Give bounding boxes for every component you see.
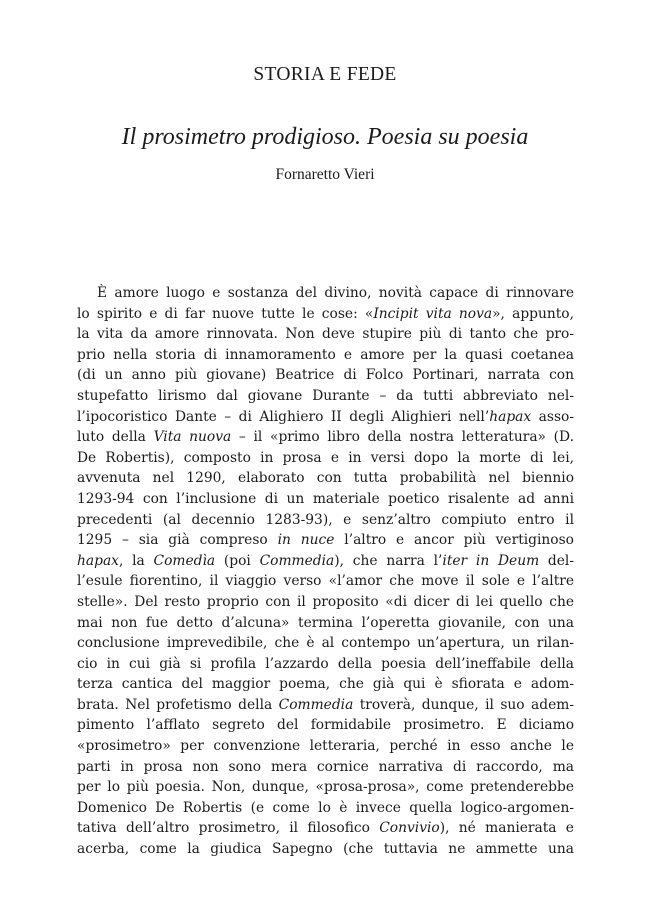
body-paragraph xyxy=(77,283,574,860)
text-segment: Domenico De Robertis (e come lo è invece quella logico-argomen- xyxy=(77,799,574,816)
text-line xyxy=(77,571,574,592)
italic-text: hapax xyxy=(77,552,119,569)
text-line xyxy=(77,530,574,551)
text-line xyxy=(77,798,574,819)
text-segment: tativa dell’altro prosimetro, il filosofico xyxy=(77,820,380,837)
text-segment: cio in cui già si profila l’azzardo della poesia dell’ineffabile della xyxy=(77,655,574,672)
text-line xyxy=(77,757,574,778)
text-segment: mai non fue detto d’alcuna» termina l’operetta giovanile, con una xyxy=(77,614,574,631)
text-segment: 1293-94 con l’inclusione di un materiale poetico risalente ad anni xyxy=(77,490,574,507)
author-name: Fornaretto Vieri xyxy=(275,166,375,183)
text-segment: parti in prosa non sono mera cornice narrativa di raccordo, ma xyxy=(77,758,574,775)
text-segment: 1295 – sia già compreso xyxy=(77,532,278,549)
text-line xyxy=(77,818,574,839)
text-line xyxy=(77,283,574,304)
text-line xyxy=(77,839,574,860)
text-line xyxy=(77,427,574,448)
text-segment: terza cantica del maggior poema, che già qui è sfiorata e adom- xyxy=(77,676,574,693)
text-line xyxy=(77,407,574,428)
text-segment: troverà, dunque, il suo adem- xyxy=(353,696,574,713)
text-segment: «prosimetro» per convenzione letteraria, perché in esso anche le xyxy=(77,738,574,755)
text-line xyxy=(77,489,574,510)
text-segment: De Robertis), composto in prosa e in versi dopo la morte di lei, xyxy=(77,449,574,466)
text-line xyxy=(77,324,574,345)
text-line xyxy=(77,736,574,757)
section-heading: STORIA E FEDE xyxy=(253,64,397,85)
text-segment: stupefatto lirismo dal giovane Durante – da tutti abbreviato nel- xyxy=(77,387,574,404)
text-line xyxy=(77,695,574,716)
italic-text: Convivio xyxy=(379,820,440,837)
italic-text: hapax xyxy=(489,408,532,425)
text-line xyxy=(77,674,574,695)
text-segment: asso- xyxy=(531,408,574,425)
text-line xyxy=(77,468,574,489)
text-segment: conclusione imprevedibile, che è al contempo un’apertura, un rilan- xyxy=(77,635,574,652)
italic-text: Incipit vita nova xyxy=(373,305,493,322)
text-line xyxy=(77,715,574,736)
text-segment: l’altro e ancor più vertiginoso xyxy=(334,532,574,549)
text-segment: – il «primo libro della nostra letteratura» (D. xyxy=(231,429,575,446)
italic-text: Commedia xyxy=(259,552,335,569)
text-line xyxy=(77,386,574,407)
text-line xyxy=(77,654,574,675)
text-segment: precedenti (al decennio 1283-93), e senz’altro compiuto entro il xyxy=(77,511,574,528)
text-segment: prio nella storia di innamoramento e amore per la quasi coetanea xyxy=(77,346,574,363)
text-segment: luto della xyxy=(77,429,154,446)
text-segment: stelle». Del resto proprio con il proposito «di dicer di lei quello che xyxy=(77,593,574,610)
italic-text: Commedia xyxy=(278,696,354,713)
text-line xyxy=(77,510,574,531)
italic-text: in nuce xyxy=(277,532,335,549)
italic-text: Comedìa xyxy=(153,552,216,569)
text-line xyxy=(77,777,574,798)
text-segment: avvenuta nel 1290, elaborato con tutta probabilità nel biennio xyxy=(77,470,574,487)
text-line xyxy=(77,304,574,325)
italic-text: iter in Deum xyxy=(442,552,540,569)
article-title: Il prosimetro prodigioso. Poesia su poesia xyxy=(121,124,529,150)
text-line xyxy=(77,613,574,634)
text-segment: lo spirito e di far nuove tutte le cose: « xyxy=(77,305,374,322)
text-segment: , la xyxy=(118,552,154,569)
text-segment: », appunto, xyxy=(492,305,574,322)
text-line xyxy=(77,592,574,613)
text-segment: È amore luogo e sostanza del divino, novità capace di rinnovare xyxy=(97,285,574,301)
text-segment: pimento l’afflato segreto del formidabile prosimetro. E diciamo xyxy=(77,717,574,734)
text-segment: acerba, come la giudica Sapegno (che tuttavia ne ammette una xyxy=(77,841,574,858)
text-segment: (di un anno più giovane) Beatrice di Folco Portinari, narrata con xyxy=(77,367,574,384)
text-segment: del- xyxy=(539,552,575,569)
text-segment: la vita da amore rinnovata. Non deve stupire più di tanto che pro- xyxy=(77,326,574,343)
text-line xyxy=(77,633,574,654)
text-segment: l’esule fiorentino, il viaggio verso «l’amor che move il sole e l’altre xyxy=(77,573,574,590)
italic-text: Vita nuova xyxy=(153,429,232,446)
text-segment: ), che narra l’ xyxy=(334,552,443,569)
text-line xyxy=(77,448,574,469)
text-segment: brata. Nel profetismo della xyxy=(77,696,279,713)
text-segment: per lo più poesia. Non, dunque, «prosa-prosa», come pretenderebbe xyxy=(77,779,574,796)
text-line xyxy=(77,345,574,366)
text-line xyxy=(77,365,574,386)
text-segment: ), né manierata e xyxy=(439,820,574,837)
text-line xyxy=(77,551,574,572)
text-segment: (poi xyxy=(215,552,260,569)
text-segment: l’ipocoristico Dante – di Alighiero II degli Alighieri nell’ xyxy=(77,408,490,425)
